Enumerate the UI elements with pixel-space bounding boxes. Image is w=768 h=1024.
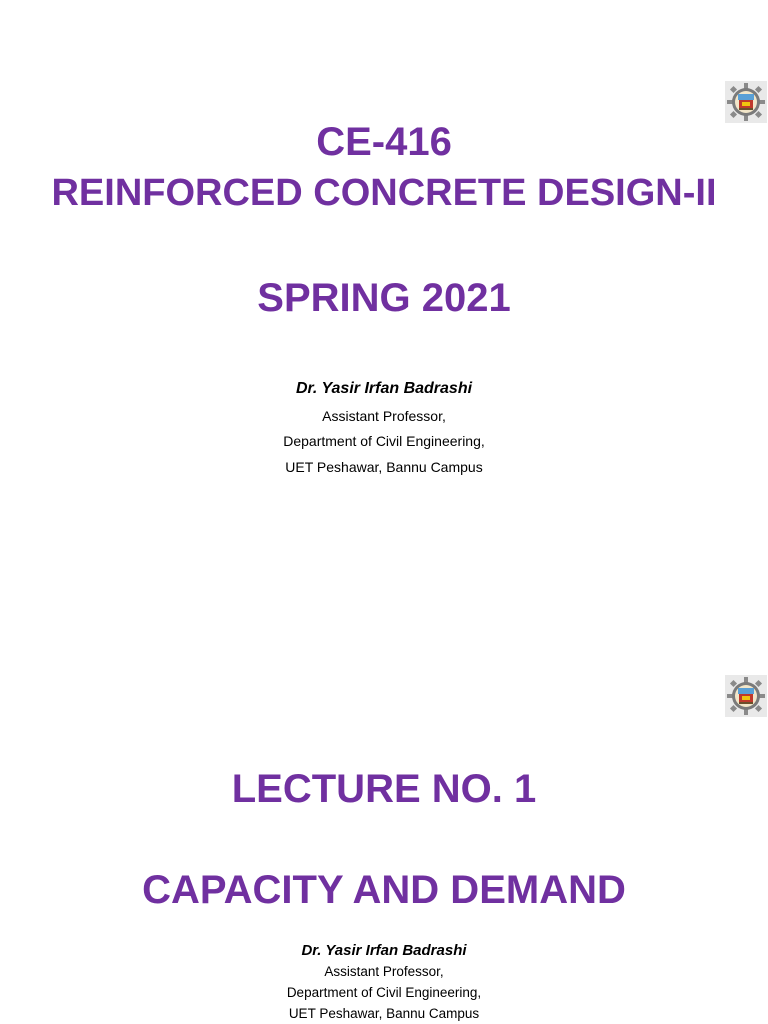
author-department: Department of Civil Engineering,: [286, 985, 482, 1000]
author-name: Dr. Yasir Irfan Badrashi: [301, 942, 467, 959]
author-department: Department of Civil Engineering,: [283, 433, 485, 449]
author-position: Assistant Professor,: [322, 408, 446, 424]
lecture-number: LECTURE NO. 1: [231, 767, 537, 811]
lecture-topic: CAPACITY AND DEMAND: [142, 868, 626, 912]
university-seal-icon: [725, 81, 767, 123]
course-code: CE-416: [316, 120, 452, 164]
course-title: REINFORCED CONCRETE DESIGN-II: [51, 172, 717, 214]
author-institution: UET Peshawar, Bannu Campus: [285, 459, 483, 475]
author-institution: UET Peshawar, Bannu Campus: [288, 1006, 480, 1021]
author-name: Dr. Yasir Irfan Badrashi: [295, 380, 473, 397]
term: SPRING 2021: [257, 276, 511, 320]
university-seal-icon: [725, 675, 767, 717]
author-position: Assistant Professor,: [324, 964, 444, 979]
lecture-slide: [0, 580, 768, 1024]
